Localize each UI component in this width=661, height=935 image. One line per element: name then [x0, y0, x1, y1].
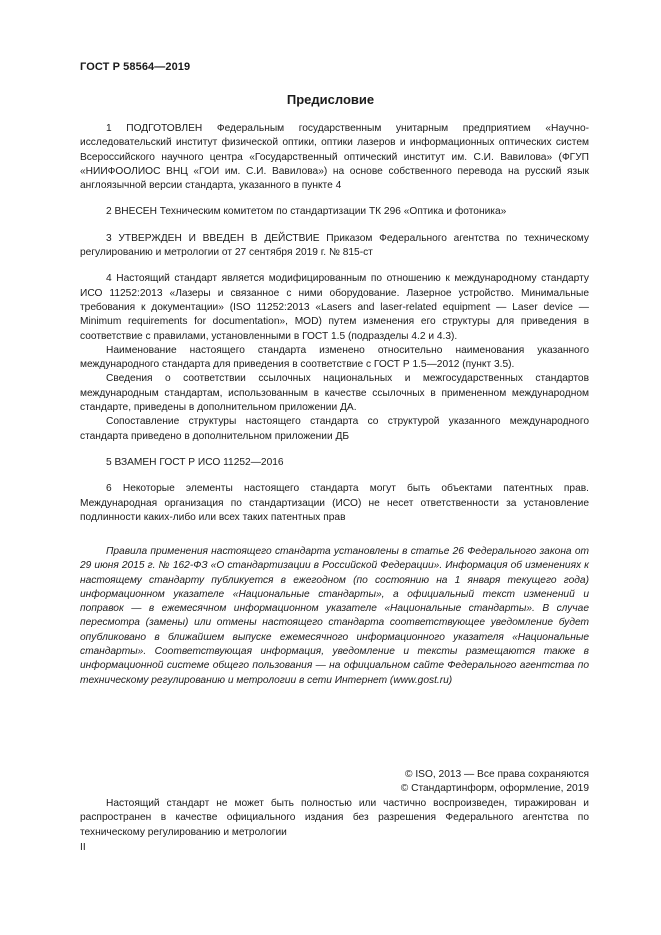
- application-rules-notice: [80, 545, 589, 688]
- document-code: ГОСТ Р 58564—2019: [80, 61, 191, 73]
- foreword-body: [80, 122, 589, 525]
- paragraph-4-references: Сведения о соответствии ссылочных национальных и межгосударственных стандартов международным стандартам, использованным в качестве ссылочных в примененном международном стандарте, приведены в дополнительном приложении ДА.: [80, 373, 589, 414]
- page-number: II: [80, 842, 86, 853]
- standartinform-copyright: © Стандартинформ, оформление, 2019: [400, 783, 589, 795]
- reproduction-block: [80, 797, 589, 840]
- notice-text: Правила применения настоящего стандарта установлены в статье 26 Федерального закона от 29 июня 2015 г. № 162-ФЗ «О стандартизации в Российской Федерации». Информация об изменениях к настоящему стандарту публикуется в ежегодном (по состоянию на 1 января текущего года) информационном указателе «Национальные стандарты», а официальный текст изменений и поправок — в ежемесячном информационном указателе «Национальные стандарты». В случае пересмотра (замены) или отмены настоящего стандарта соответствующее уведомление будет опубликовано в ближайшем выпуске ежемесячного информационного указателя «Национальные стандарты». Соответствующая информация, уведомление и тексты размещаются также в информационной системе общего пользования — на официальном сайте Федерального агентства по техническому регулированию и метрологии в сети Интернет (www.gost.ru): [80, 546, 589, 686]
- paragraph-1-prepared: 1 ПОДГОТОВЛЕН Федеральным государственным унитарным предприятием «Научно-исследовательский институт физической оптики, оптики лазеров и информационных оптических систем Всероссийского научного центра «Государственный оптический институт им. С.И. Вавилова» (ФГУП «НИИФООЛИОС ВНЦ «ГОИ им. С.И. Вавилова») на основе собственного перевода на русский язык англоязычной версии стандарта, указанного в пункте 4: [80, 123, 589, 192]
- paragraph-2-submitted: 2 ВНЕСЕН Техническим комитетом по стандартизации ТК 296 «Оптика и фотоника»: [106, 206, 507, 218]
- iso-copyright: © ISO, 2013 — Все права сохраняются: [405, 769, 589, 780]
- paragraph-4-modified: 4 Настоящий стандарт является модифицированным по отношению к международному стандарту ИСО 11252:2013 «Лазеры и связанное с ними оборудование. Лазерное устройство. Минимальные требования к документации» (ISO 11252:2013 «Lasers and laser-related equipment — Laser device — Minimum requirements for documentation», MOD) путем изменения его структуры для приведения в соответствие с правилами, установленными в ГОСТ 1.5 (подразделы 4.2 и 4.3).: [80, 273, 589, 342]
- reproduction-notice: Настоящий стандарт не может быть полностью или частично воспроизведен, тиражирован и распространен в качестве официального издания без разрешения Федерального агентства по техническому регулированию и метрологии: [80, 798, 589, 838]
- paragraph-3-approved: 3 УТВЕРЖДЕН И ВВЕДЕН В ДЕЙСТВИЕ Приказом Федерального агентства по техническому регулированию и метрологии от 27 сентября 2019 г. № 815-ст: [80, 232, 589, 259]
- paragraph-6-patents: 6 Некоторые элементы настоящего стандарта могут быть объектами патентных прав. Международная организация по стандартизации (ИСО) не несет ответственности за установление подлинности каких-либо или всех таких патентных прав: [80, 483, 589, 523]
- paragraph-5-replaces: 5 ВЗАМЕН ГОСТ Р ИСО 11252—2016: [106, 456, 284, 468]
- page-title: Предисловие: [286, 92, 375, 107]
- copyright-block: [80, 768, 589, 797]
- paragraph-4-name-change: Наименование настоящего стандарта изменено относительно наименования указанного международного стандарта для приведения в соответствие с ГОСТ Р 1.5—2012 (пункт 3.5).: [80, 344, 589, 371]
- paragraph-4-structure: Сопоставление структуры настоящего стандарта со структурой указанного международного стандарта приведено в дополнительном приложении ДБ: [80, 416, 589, 442]
